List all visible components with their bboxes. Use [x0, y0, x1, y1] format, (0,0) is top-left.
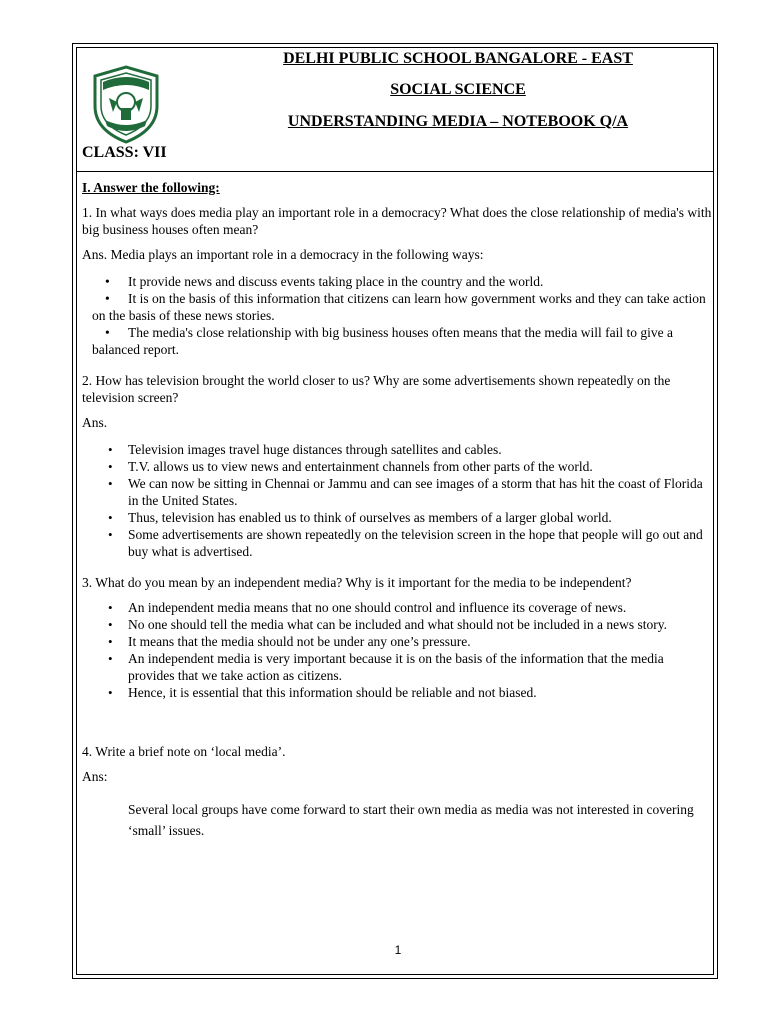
answer-1-intro: Ans. Media plays an important role in a democracy in the following ways:	[82, 247, 484, 262]
school-name: DELHI PUBLIC SCHOOL BANGALORE - EAST	[283, 50, 633, 67]
class-label: CLASS: VII	[82, 144, 167, 161]
question-1: 1. In what ways does media play an important role in a democracy? What does the close relationship of media's with big business houses often mean?	[82, 205, 712, 237]
page-number: 1	[394, 943, 402, 957]
list-item: • Thus, television has enabled us to think of ourselves as members of a larger global world.	[128, 509, 712, 526]
school-crest-logo-icon	[91, 64, 161, 144]
list-item: • The media's close relationship with big business houses often means that the media will fail to give a balanced report.	[82, 324, 712, 358]
list-item: • It means that the media should not be under any one’s pressure.	[128, 633, 712, 650]
subject-title: SOCIAL SCIENCE	[390, 81, 526, 98]
list-item: • Television images travel huge distances through satellites and cables.	[128, 441, 712, 458]
list-item: • T.V. allows us to view news and entertainment channels from other parts of the world.	[128, 458, 712, 475]
list-item: • It is on the basis of this information that citizens can learn how government works and they can take action on the basis of these news stories.	[82, 290, 712, 324]
list-item: • Hence, it is essential that this information should be reliable and not biased.	[128, 684, 712, 701]
question-3: 3. What do you mean by an independent media? Why is it important for the media to be independent?	[82, 575, 632, 590]
list-item: • Some advertisements are shown repeatedly on the television screen in the hope that people will go out and buy what is advertised.	[128, 526, 712, 560]
list-item: • An independent media is very important because it is on the basis of the information that the media provides that we take action as citizens.	[128, 650, 712, 684]
chapter-title: UNDERSTANDING MEDIA – NOTEBOOK Q/A	[287, 113, 629, 130]
answer-4-note: Several local groups have come forward to start their own media as media was not interested in covering ‘small’ issues.	[128, 802, 694, 838]
question-2: 2. How has television brought the world closer to us? Why are some advertisements shown repeatedly on the television screen?	[82, 373, 671, 405]
question-4: 4. Write a brief note on ‘local media’.	[82, 744, 286, 759]
section-heading: I. Answer the following:	[82, 180, 220, 195]
header-divider	[76, 171, 714, 172]
list-item: • No one should tell the media what can be included and what should not be included in a news story.	[128, 616, 712, 633]
list-item: • It provide news and discuss events taking place in the country and the world.	[82, 273, 712, 290]
list-item: • We can now be sitting in Chennai or Jammu and can see images of a storm that has hit the coast of Florida in the United States.	[128, 475, 712, 509]
answer-2-intro: Ans.	[82, 415, 108, 430]
notebook-content	[82, 179, 712, 841]
answer-1-list	[82, 273, 712, 358]
answer-2-list	[82, 441, 712, 560]
answer-4-intro: Ans:	[82, 769, 108, 784]
list-item: • An independent media means that no one should control and influence its coverage of news.	[128, 599, 712, 616]
answer-3-list	[82, 599, 712, 701]
